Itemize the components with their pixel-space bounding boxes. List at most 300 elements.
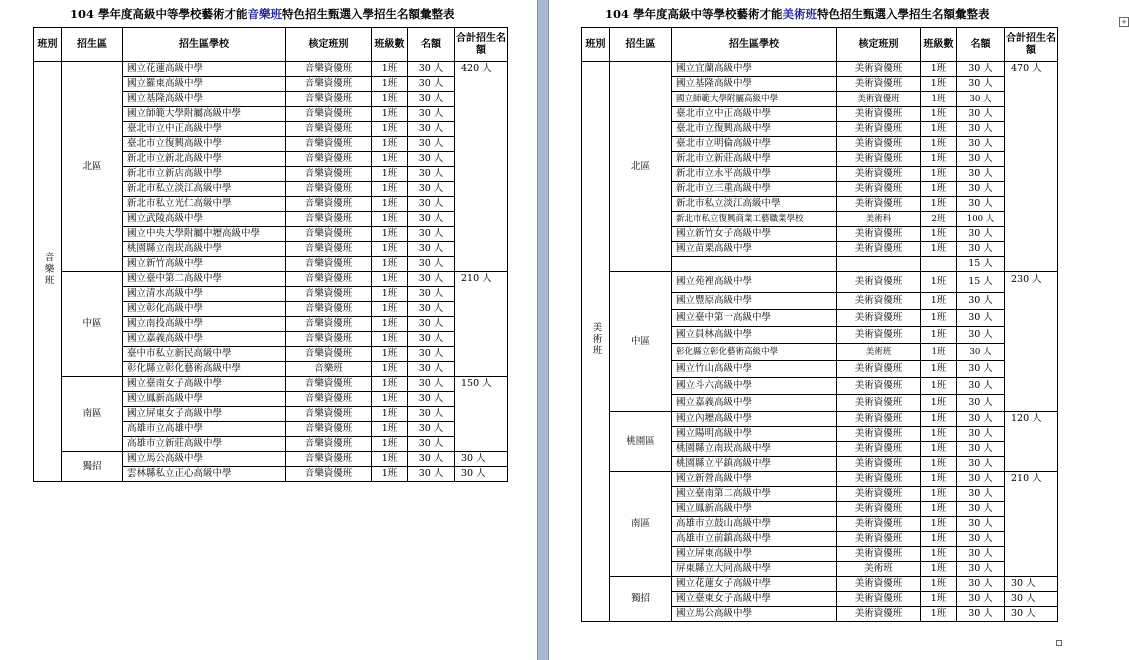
class-type-cell <box>582 62 610 622</box>
region-cell: 南區 <box>610 472 672 577</box>
table-row <box>34 377 508 392</box>
quota-cell: 30 人 <box>957 293 1005 310</box>
class-cell: 美術資優班 <box>837 547 921 562</box>
school-cell: 新北市立新莊高級中學 <box>672 152 837 167</box>
count-cell: 1班 <box>921 412 957 427</box>
count-cell: 1班 <box>921 293 957 310</box>
school-cell: 國立臺南第二高級中學 <box>672 487 837 502</box>
quota-cell: 100 人 <box>957 212 1005 227</box>
school-cell: 桃園縣立南崁高級中學 <box>672 442 837 457</box>
school-cell: 國立新竹高級中學 <box>123 257 286 272</box>
school-cell: 國立羅東高級中學 <box>123 77 286 92</box>
class-type-label: 音樂班 <box>42 251 54 287</box>
quota-cell: 30 人 <box>408 227 455 242</box>
class-cell: 美術資優班 <box>837 182 921 197</box>
quota-cell: 30 人 <box>957 577 1005 592</box>
school-cell: 新北市私立光仁高級中學 <box>123 197 286 212</box>
music-quota-table <box>33 27 508 482</box>
count-cell: 1班 <box>921 547 957 562</box>
quota-cell: 30 人 <box>957 427 1005 442</box>
school-cell: 國立屏東高級中學 <box>672 547 837 562</box>
class-cell: 音樂資優班 <box>286 317 372 332</box>
quota-cell: 30 人 <box>957 562 1005 577</box>
count-cell: 1班 <box>372 167 408 182</box>
school-cell: 國立員林高級中學 <box>672 327 837 344</box>
art-title: 104 學年度高級中等學校藝術才能美術班特色招生甄選入學招生名額彙整表 <box>605 7 990 21</box>
quota-cell: 30 人 <box>408 287 455 302</box>
count-cell: 1班 <box>921 472 957 487</box>
quota-cell: 15 人 <box>957 272 1005 293</box>
music-title: 104 學年度高級中等學校藝術才能音樂班特色招生甄選入學招生名額彙整表 <box>70 7 455 21</box>
school-cell: 桃園縣立南崁高級中學 <box>123 242 286 257</box>
school-cell: 國立花蓮女子高級中學 <box>672 577 837 592</box>
quota-cell: 30 人 <box>957 547 1005 562</box>
school-cell: 國立斗六高級中學 <box>672 378 837 395</box>
class-cell: 音樂班 <box>286 362 372 377</box>
region-cell: 獨招 <box>62 452 123 482</box>
quota-cell: 30 人 <box>408 137 455 152</box>
school-cell: 高雄市立高雄中學 <box>123 422 286 437</box>
quota-cell: 30 人 <box>957 472 1005 487</box>
quota-cell: 30 人 <box>957 592 1005 607</box>
quota-cell: 30 人 <box>957 517 1005 532</box>
header-count: 班級數 <box>921 28 957 62</box>
class-cell: 音樂資優班 <box>286 212 372 227</box>
quota-cell: 30 人 <box>408 257 455 272</box>
class-cell: 美術資優班 <box>837 152 921 167</box>
school-cell: 國立新竹女子高級中學 <box>672 227 837 242</box>
school-cell: 國立南投高級中學 <box>123 317 286 332</box>
quota-cell: 30 人 <box>408 197 455 212</box>
class-cell: 美術資優班 <box>837 293 921 310</box>
school-cell: 雲林縣私立正心高級中學 <box>123 467 286 482</box>
school-cell: 國立師範大學附屬高級中學 <box>123 107 286 122</box>
class-cell: 美術資優班 <box>837 487 921 502</box>
class-cell: 音樂資優班 <box>286 77 372 92</box>
school-cell: 國立臺東女子高級中學 <box>672 592 837 607</box>
school-cell: 國立鳳新高級中學 <box>672 502 837 517</box>
count-cell: 1班 <box>921 395 957 412</box>
count-cell: 1班 <box>372 407 408 422</box>
quota-cell: 30 人 <box>408 377 455 392</box>
class-cell: 美術資優班 <box>837 167 921 182</box>
count-cell: 1班 <box>372 212 408 227</box>
count-cell: 1班 <box>372 422 408 437</box>
school-cell: 國立師範大學附屬高級中學 <box>672 92 837 107</box>
quota-cell: 30 人 <box>957 442 1005 457</box>
region-cell: 獨招 <box>610 577 672 622</box>
class-cell: 音樂資優班 <box>286 407 372 422</box>
header-total: 合計招生名額 <box>1005 28 1058 62</box>
quota-cell: 30 人 <box>408 452 455 467</box>
school-cell: 臺中市私立新民高級中學 <box>123 347 286 362</box>
class-cell: 美術資優班 <box>837 607 921 622</box>
region-cell: 中區 <box>610 272 672 412</box>
count-cell <box>921 257 957 272</box>
count-cell: 1班 <box>921 502 957 517</box>
header-class: 核定班別 <box>286 28 372 62</box>
count-cell: 1班 <box>921 197 957 212</box>
count-cell: 1班 <box>372 137 408 152</box>
header-type: 班別 <box>34 28 62 62</box>
quota-cell: 30 人 <box>408 407 455 422</box>
class-cell: 美術資優班 <box>837 227 921 242</box>
count-cell: 1班 <box>921 361 957 378</box>
quota-cell: 30 人 <box>957 77 1005 92</box>
school-cell: 國立馬公高級中學 <box>123 452 286 467</box>
count-cell: 1班 <box>921 242 957 257</box>
class-cell: 美術資優班 <box>837 457 921 472</box>
count-cell: 1班 <box>372 152 408 167</box>
quota-cell: 30 人 <box>957 197 1005 212</box>
school-cell: 高雄市立前鎮高級中學 <box>672 532 837 547</box>
class-cell: 美術資優班 <box>837 107 921 122</box>
count-cell: 1班 <box>921 442 957 457</box>
class-cell: 美術資優班 <box>837 137 921 152</box>
table-row <box>582 272 1058 293</box>
class-cell: 美術資優班 <box>837 272 921 293</box>
class-cell: 音樂資優班 <box>286 332 372 347</box>
count-cell: 1班 <box>372 182 408 197</box>
count-cell: 1班 <box>921 310 957 327</box>
quota-cell: 30 人 <box>408 152 455 167</box>
header-region: 招生區 <box>62 28 123 62</box>
count-cell: 1班 <box>372 437 408 452</box>
class-cell: 美術資優班 <box>837 242 921 257</box>
count-cell: 1班 <box>372 227 408 242</box>
count-cell: 1班 <box>372 287 408 302</box>
school-cell: 國立臺南女子高級中學 <box>123 377 286 392</box>
school-cell: 桃園縣立平鎮高級中學 <box>672 457 837 472</box>
count-cell: 1班 <box>372 467 408 482</box>
school-cell: 國立武陵高級中學 <box>123 212 286 227</box>
quota-cell: 30 人 <box>408 62 455 77</box>
header-region: 招生區 <box>610 28 672 62</box>
quota-cell: 30 人 <box>957 344 1005 361</box>
table-row <box>34 62 508 77</box>
school-cell: 臺北市立復興高級中學 <box>672 122 837 137</box>
class-cell: 美術資優班 <box>837 92 921 107</box>
school-cell: 新北市立三重高級中學 <box>672 182 837 197</box>
count-cell: 1班 <box>372 347 408 362</box>
count-cell: 1班 <box>372 122 408 137</box>
count-cell: 1班 <box>921 62 957 77</box>
count-cell: 1班 <box>372 92 408 107</box>
count-cell: 1班 <box>921 592 957 607</box>
table-move-handle-icon[interactable]: + <box>1119 17 1129 27</box>
count-cell: 1班 <box>372 302 408 317</box>
total-cell: 210 人 <box>1005 472 1058 577</box>
school-cell: 國立清水高級中學 <box>123 287 286 302</box>
school-cell: 國立屏東女子高級中學 <box>123 407 286 422</box>
count-cell: 1班 <box>372 257 408 272</box>
class-cell: 美術資優班 <box>837 532 921 547</box>
school-cell: 國立基隆高級中學 <box>672 77 837 92</box>
table-row <box>582 577 1058 592</box>
total-cell: 420 人 <box>455 62 508 272</box>
quota-cell: 30 人 <box>957 395 1005 412</box>
count-cell: 1班 <box>921 122 957 137</box>
count-cell: 1班 <box>921 457 957 472</box>
class-cell: 音樂資優班 <box>286 257 372 272</box>
region-cell: 北區 <box>610 62 672 272</box>
class-cell: 音樂資優班 <box>286 122 372 137</box>
school-cell: 國立彰化高級中學 <box>123 302 286 317</box>
table-resize-handle-icon[interactable] <box>1056 640 1062 646</box>
class-cell: 美術資優班 <box>837 77 921 92</box>
total-cell: 30 人 <box>1005 592 1058 607</box>
class-cell: 音樂資優班 <box>286 347 372 362</box>
count-cell: 1班 <box>921 607 957 622</box>
class-cell: 美術資優班 <box>837 502 921 517</box>
count-cell: 1班 <box>921 272 957 293</box>
table-row <box>34 272 508 287</box>
count-cell: 1班 <box>921 427 957 442</box>
count-cell: 1班 <box>372 107 408 122</box>
school-cell: 國立嘉義高級中學 <box>123 332 286 347</box>
class-cell: 音樂資優班 <box>286 452 372 467</box>
count-cell: 1班 <box>921 378 957 395</box>
region-cell: 南區 <box>62 377 123 452</box>
quota-cell: 30 人 <box>957 532 1005 547</box>
total-cell: 230 人 <box>1005 272 1058 412</box>
school-cell: 臺北市立復興高級中學 <box>123 137 286 152</box>
school-cell: 國立陽明高級中學 <box>672 427 837 442</box>
quota-cell: 30 人 <box>408 467 455 482</box>
class-type-label: 美術班 <box>590 321 602 357</box>
table-row <box>582 412 1058 427</box>
class-cell: 音樂資優班 <box>286 62 372 77</box>
quota-cell: 30 人 <box>408 167 455 182</box>
header-total: 合計招生名額 <box>455 28 508 62</box>
quota-cell: 30 人 <box>957 378 1005 395</box>
total-cell: 30 人 <box>1005 607 1058 622</box>
header-row <box>34 28 508 62</box>
quota-cell: 30 人 <box>957 182 1005 197</box>
class-cell: 美術資優班 <box>837 472 921 487</box>
class-type-cell <box>34 62 62 482</box>
count-cell: 1班 <box>372 197 408 212</box>
count-cell: 1班 <box>921 517 957 532</box>
class-cell: 音樂資優班 <box>286 242 372 257</box>
class-cell: 美術資優班 <box>837 412 921 427</box>
class-cell: 音樂資優班 <box>286 182 372 197</box>
region-cell: 桃園區 <box>610 412 672 472</box>
total-cell: 30 人 <box>455 452 508 467</box>
header-type: 班別 <box>582 28 610 62</box>
count-cell: 1班 <box>921 577 957 592</box>
school-cell: 臺北市立明倫高級中學 <box>672 137 837 152</box>
total-cell: 120 人 <box>1005 412 1058 472</box>
school-cell: 高雄市立鼓山高級中學 <box>672 517 837 532</box>
header-school: 招生區學校 <box>672 28 837 62</box>
header-school: 招生區學校 <box>123 28 286 62</box>
header-row <box>582 28 1058 62</box>
quota-cell: 15 人 <box>957 257 1005 272</box>
count-cell: 1班 <box>921 344 957 361</box>
total-cell: 470 人 <box>1005 62 1058 272</box>
school-cell: 國立苗栗高級中學 <box>672 242 837 257</box>
school-cell: 彰化縣立彰化藝術高級中學 <box>123 362 286 377</box>
class-cell: 音樂資優班 <box>286 152 372 167</box>
count-cell: 1班 <box>372 77 408 92</box>
header-quota: 名額 <box>408 28 455 62</box>
quota-cell: 30 人 <box>957 607 1005 622</box>
header-quota: 名額 <box>957 28 1005 62</box>
class-cell: 音樂資優班 <box>286 422 372 437</box>
quota-cell: 30 人 <box>957 310 1005 327</box>
count-cell: 1班 <box>921 532 957 547</box>
count-cell: 1班 <box>921 327 957 344</box>
class-cell: 美術資優班 <box>837 427 921 442</box>
school-cell: 國立臺中第一高級中學 <box>672 310 837 327</box>
school-cell: 國立中央大學附屬中壢高級中學 <box>123 227 286 242</box>
count-cell: 1班 <box>372 317 408 332</box>
count-cell: 1班 <box>921 487 957 502</box>
class-cell: 美術資優班 <box>837 197 921 212</box>
quota-cell: 30 人 <box>957 92 1005 107</box>
count-cell: 1班 <box>372 452 408 467</box>
class-cell: 音樂資優班 <box>286 167 372 182</box>
school-cell: 彰化縣立彰化藝術高級中學 <box>672 344 837 361</box>
school-cell: 國立豐原高級中學 <box>672 293 837 310</box>
school-cell: 國立馬公高級中學 <box>672 607 837 622</box>
quota-cell: 30 人 <box>957 227 1005 242</box>
count-cell: 1班 <box>372 272 408 287</box>
count-cell: 1班 <box>921 227 957 242</box>
count-cell: 2班 <box>921 212 957 227</box>
class-cell: 美術資優班 <box>837 361 921 378</box>
class-cell: 美術資優班 <box>837 122 921 137</box>
class-cell: 音樂資優班 <box>286 392 372 407</box>
count-cell: 1班 <box>372 332 408 347</box>
class-cell <box>837 257 921 272</box>
quota-cell: 30 人 <box>408 182 455 197</box>
region-cell: 北區 <box>62 62 123 272</box>
class-cell: 音樂資優班 <box>286 287 372 302</box>
quota-cell: 30 人 <box>957 502 1005 517</box>
header-count: 班級數 <box>372 28 408 62</box>
class-cell: 音樂資優班 <box>286 467 372 482</box>
count-cell: 1班 <box>372 362 408 377</box>
table-row <box>34 452 508 467</box>
school-cell: 國立花蓮高級中學 <box>123 62 286 77</box>
school-cell: 國立鳳新高級中學 <box>123 392 286 407</box>
quota-cell: 30 人 <box>957 361 1005 378</box>
class-cell: 音樂資優班 <box>286 272 372 287</box>
total-cell: 30 人 <box>1005 577 1058 592</box>
total-cell: 210 人 <box>455 272 508 377</box>
class-cell: 美術資優班 <box>837 62 921 77</box>
class-cell: 美術資優班 <box>837 442 921 457</box>
school-cell: 新北市私立淡江高級中學 <box>672 197 837 212</box>
school-cell: 國立內壢高級中學 <box>672 412 837 427</box>
school-cell: 國立苑裡高級中學 <box>672 272 837 293</box>
art-page <box>549 0 1127 660</box>
total-cell: 150 人 <box>455 377 508 452</box>
class-cell: 音樂資優班 <box>286 227 372 242</box>
music-page <box>0 0 537 660</box>
quota-cell: 30 人 <box>408 122 455 137</box>
school-cell: 國立宜蘭高級中學 <box>672 62 837 77</box>
table-row <box>582 62 1058 77</box>
quota-cell: 30 人 <box>408 392 455 407</box>
class-cell: 美術班 <box>837 562 921 577</box>
table-row <box>582 472 1058 487</box>
class-cell: 美術資優班 <box>837 378 921 395</box>
quota-cell: 30 人 <box>408 317 455 332</box>
school-cell: 國立臺中第二高級中學 <box>123 272 286 287</box>
quota-cell: 30 人 <box>957 107 1005 122</box>
quota-cell: 30 人 <box>408 347 455 362</box>
school-cell: 新北市私立復興商業工藝職業學校 <box>672 212 837 227</box>
count-cell: 1班 <box>372 242 408 257</box>
school-cell: 屏東縣立大同高級中學 <box>672 562 837 577</box>
quota-cell: 30 人 <box>957 152 1005 167</box>
count-cell: 1班 <box>921 152 957 167</box>
school-cell: 臺北市立中正高級中學 <box>672 107 837 122</box>
class-cell: 美術班 <box>837 344 921 361</box>
art-quota-table <box>581 27 1058 622</box>
class-cell: 音樂資優班 <box>286 377 372 392</box>
quota-cell: 30 人 <box>408 212 455 227</box>
quota-cell: 30 人 <box>957 327 1005 344</box>
class-cell: 音樂資優班 <box>286 197 372 212</box>
quota-cell: 30 人 <box>408 437 455 452</box>
count-cell: 1班 <box>921 107 957 122</box>
class-cell: 美術資優班 <box>837 592 921 607</box>
quota-cell: 30 人 <box>408 422 455 437</box>
quota-cell: 30 人 <box>957 62 1005 77</box>
count-cell: 1班 <box>921 182 957 197</box>
count-cell: 1班 <box>921 562 957 577</box>
count-cell: 1班 <box>921 167 957 182</box>
school-cell: 新北市立新店高級中學 <box>123 167 286 182</box>
class-cell: 美術資優班 <box>837 577 921 592</box>
class-cell: 音樂資優班 <box>286 92 372 107</box>
count-cell: 1班 <box>921 137 957 152</box>
class-cell: 美術資優班 <box>837 310 921 327</box>
quota-cell: 30 人 <box>408 242 455 257</box>
class-cell: 美術資優班 <box>837 395 921 412</box>
class-cell: 美術資優班 <box>837 327 921 344</box>
school-cell: 高雄市立新莊高級中學 <box>123 437 286 452</box>
class-cell: 音樂資優班 <box>286 302 372 317</box>
school-cell <box>672 257 837 272</box>
count-cell: 1班 <box>372 62 408 77</box>
total-cell: 30 人 <box>455 467 508 482</box>
count-cell: 1班 <box>372 392 408 407</box>
quota-cell: 30 人 <box>957 167 1005 182</box>
count-cell: 1班 <box>921 77 957 92</box>
quota-cell: 30 人 <box>408 302 455 317</box>
school-cell: 國立新營高級中學 <box>672 472 837 487</box>
quota-cell: 30 人 <box>408 92 455 107</box>
quota-cell: 30 人 <box>408 332 455 347</box>
count-cell: 1班 <box>372 377 408 392</box>
school-cell: 國立嘉義高級中學 <box>672 395 837 412</box>
quota-cell: 30 人 <box>408 77 455 92</box>
school-cell: 臺北市立中正高級中學 <box>123 122 286 137</box>
quota-cell: 30 人 <box>957 122 1005 137</box>
quota-cell: 30 人 <box>957 137 1005 152</box>
quota-cell: 30 人 <box>408 107 455 122</box>
quota-cell: 30 人 <box>957 412 1005 427</box>
page-separator <box>537 0 549 660</box>
quota-cell: 30 人 <box>408 362 455 377</box>
school-cell: 國立基隆高級中學 <box>123 92 286 107</box>
school-cell: 新北市立新北高級中學 <box>123 152 286 167</box>
